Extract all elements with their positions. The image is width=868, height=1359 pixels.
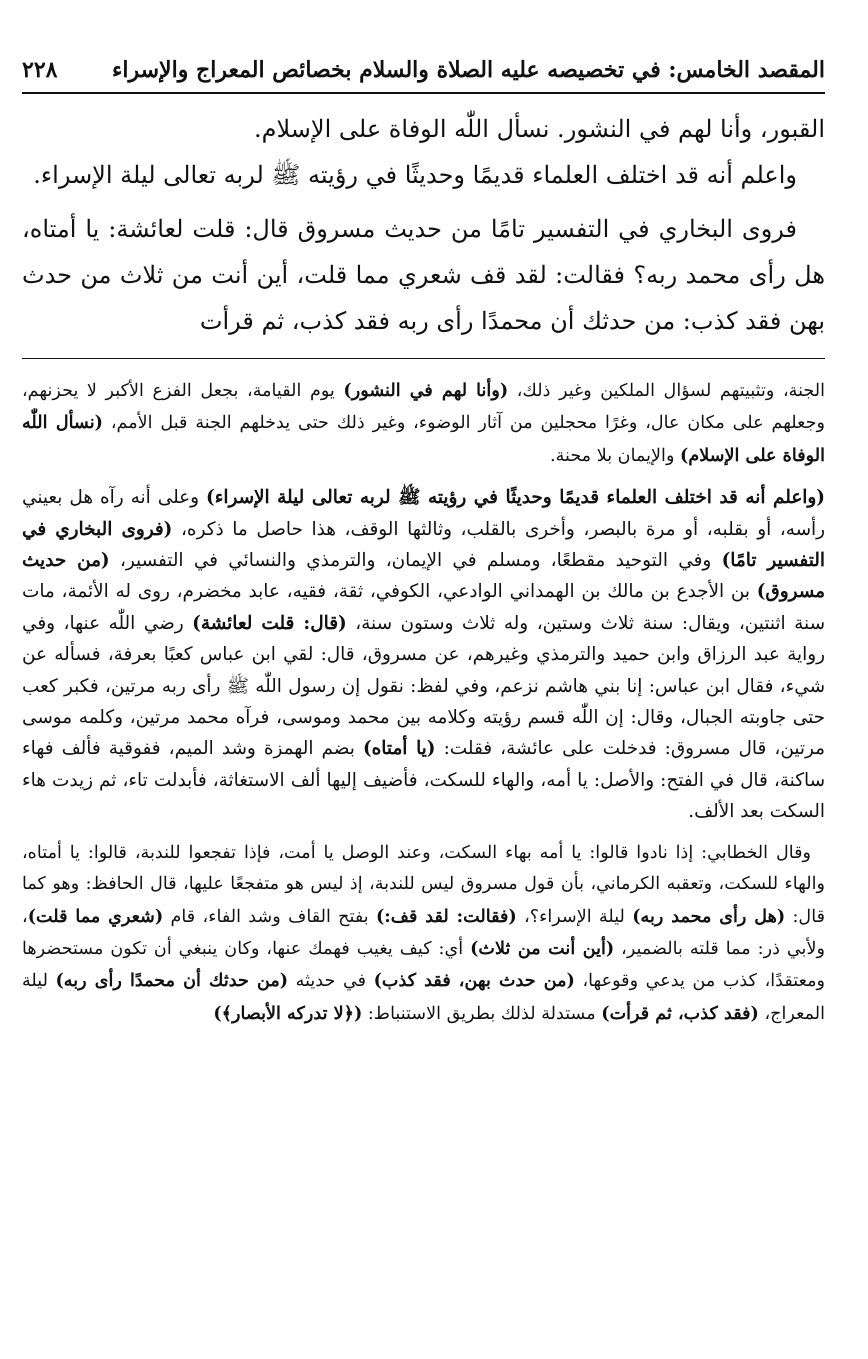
quoted-phrase: (وأنا لهم في النشور) — [343, 380, 509, 401]
text-run: مستدلة لذلك بطريق الاستنباط: — [362, 1003, 602, 1024]
text-run: وعلى أنه رآه هل بعيني رأسه، أو بقلبه، أو مرة بالبصر، وأخرى بالقلب، وثالثها الوقف، هذا حاصل ما ذكره، — [22, 487, 825, 540]
text-run: يوم القيامة، بجعل الفزع الأكبر لا يحزنهم، وجعلهم على مكان عال، وغرًا محجلين من آثار الوضوء، وغير ذلك حتى يدخلهم الجنة قبل الأمم، — [22, 381, 825, 434]
text-run: بضم الهمزة وشد الميم، ففوقية فألف فهاء ساكنة، قال في الفتح: والأصل: يا أمه، والهاء للسكت، فأضيف إليها ألف الاستغاثة، فأبدلت تاء، ثم زيدت هاء السكت بعد الألف. — [22, 738, 825, 823]
quoted-phrase: (فروى البخاري في التفسير تامًا) — [22, 518, 825, 572]
main-paragraph-1: القبور، وأنا لهم في النشور. نسأل اللّٰه الوفاة على الإسلام. — [254, 115, 825, 143]
quoted-phrase: (فقد كذب، ثم قرأت) — [601, 1002, 759, 1024]
footnote-divider — [22, 358, 825, 359]
text-run: في حديثه — [288, 971, 374, 992]
text-run: ، ولأبي ذر: مما قلته بالضمير، — [22, 906, 825, 959]
commentary-paragraph-2 — [22, 482, 825, 827]
main-text — [22, 106, 825, 344]
quoted-phrase: (قال: قلت لعائشة) — [192, 612, 347, 634]
chapter-title: المقصد الخامس: في تخصيصه عليه الصلاة والسلام بخصائص المعراج والإسراء — [112, 57, 825, 83]
running-header — [22, 48, 825, 94]
book-page — [22, 48, 825, 1030]
quoted-phrase: (شعري مما قلت) — [27, 905, 164, 927]
text-run: وقال الخطابي: إذا نادوا قالوا: يا أمه بهاء السكت، وعند الوصل يا أمت، فإذا تفجعوا للندبة، قالوا: يا أمتاه، والهاء للسكت، وتعقبه الكرماني، بأن قول مسروق ليس للندبة، إذ ليس هو متفجعًا عليها، قال الحافظ: وهو كما قال: — [22, 842, 825, 927]
quoted-phrase: (هل رأى محمد ربه) — [632, 905, 786, 927]
text-run: الجنة، وتثبيتهم لسؤال الملكين وغير ذلك، — [508, 381, 825, 401]
text-run: والإيمان بلا محنة. — [549, 445, 681, 466]
quoted-phrase: (من حديث مسروق) — [22, 550, 825, 603]
quoted-phrase: (يا أمتاه) — [362, 738, 436, 760]
main-paragraph-2: واعلم أنه قد اختلف العلماء قديمًا وحديثًا في رؤيته ﷺ لربه تعالى ليلة الإسراء. — [33, 161, 797, 189]
text-run: وفي التوحيد مقطعًا، ومسلم في الإيمان، والترمذي والنسائي في التفسير، — [109, 550, 722, 572]
text-run: ليلة المعراج، — [22, 971, 825, 1024]
text-run: ليلة الإسراء؟، — [516, 906, 633, 927]
quoted-phrase: (من حدث بهن، فقد كذب) — [373, 970, 575, 992]
quoted-phrase: (واعلم أنه قد اختلف العلماء قديمًا وحديثًا في رؤيته ﷺ لربه تعالى ليلة الإسراء) — [206, 487, 825, 509]
quoted-phrase: (﴿لا تدركه الأبصار﴾) — [213, 1002, 363, 1024]
text-run: بن الأجدع بن مالك بن الهمداني الوادعي، الكوفي، ثقة، فقيه، عابد مخضرم، روى له الأئمة، مات سنة اثنتين، ويقال: سنة ثلاث وستين، وله ثلاث وستون سنة، — [22, 581, 825, 634]
commentary — [22, 375, 825, 1030]
quoted-phrase: (نسأل اللّٰه الوفاة على الإسلام) — [22, 412, 825, 466]
text-run: بفتح القاف وشد الفاء، قام — [163, 906, 376, 927]
commentary-paragraph-3 — [22, 838, 825, 1030]
page-number: ٢٢٨ — [22, 57, 58, 83]
text-run: أي: كيف يغيب فهمك عنها، وكان ينبغي أن تكون مستحضرها ومعتقدًا، كذب من يدعي وقوعها، — [22, 938, 826, 992]
commentary-paragraph-1 — [22, 375, 825, 472]
quoted-phrase: (فقالت: لقد قف:) — [375, 905, 517, 927]
main-paragraph-3: فروى البخاري في التفسير تامًا من حديث مسروق قال: قلت لعائشة: يا أمتاه، هل رأى محمد ربه؟ فقالت: لقد قف شعري مما قلت، أين أنت من ثلاث من حدث بهن فقد كذب: من حدثك أن محمدًا رأى ربه فقد كذب، ثم قرأت — [22, 215, 825, 335]
quoted-phrase: (من حدثك أن محمدًا رأى ربه) — [55, 970, 289, 992]
quoted-phrase: (أين أنت من ثلاث) — [470, 937, 615, 959]
text-run: رضي اللّٰه عنها، وفي رواية عبد الرزاق وابن حميد والترمذي وغيرهم، عن مسروق، قال: لقي ابن عباس كعبًا بعرفة، فسأله عن شيء، فقال ابن عباس: إنا بني هاشم نزعم، وفي لفظ: نقول إن رسول اللّٰه ﷺ رأى ربه مرتين، فكبر كعب حتى جاوبته الجبال، وقال: إن اللّٰه قسم رؤيته وكلامه بين محمد وموسى، فرآه محمد مرتين، وكلمه موسى مرتين، قال مسروق: فدخلت على عائشة، فقلت: — [22, 612, 825, 760]
